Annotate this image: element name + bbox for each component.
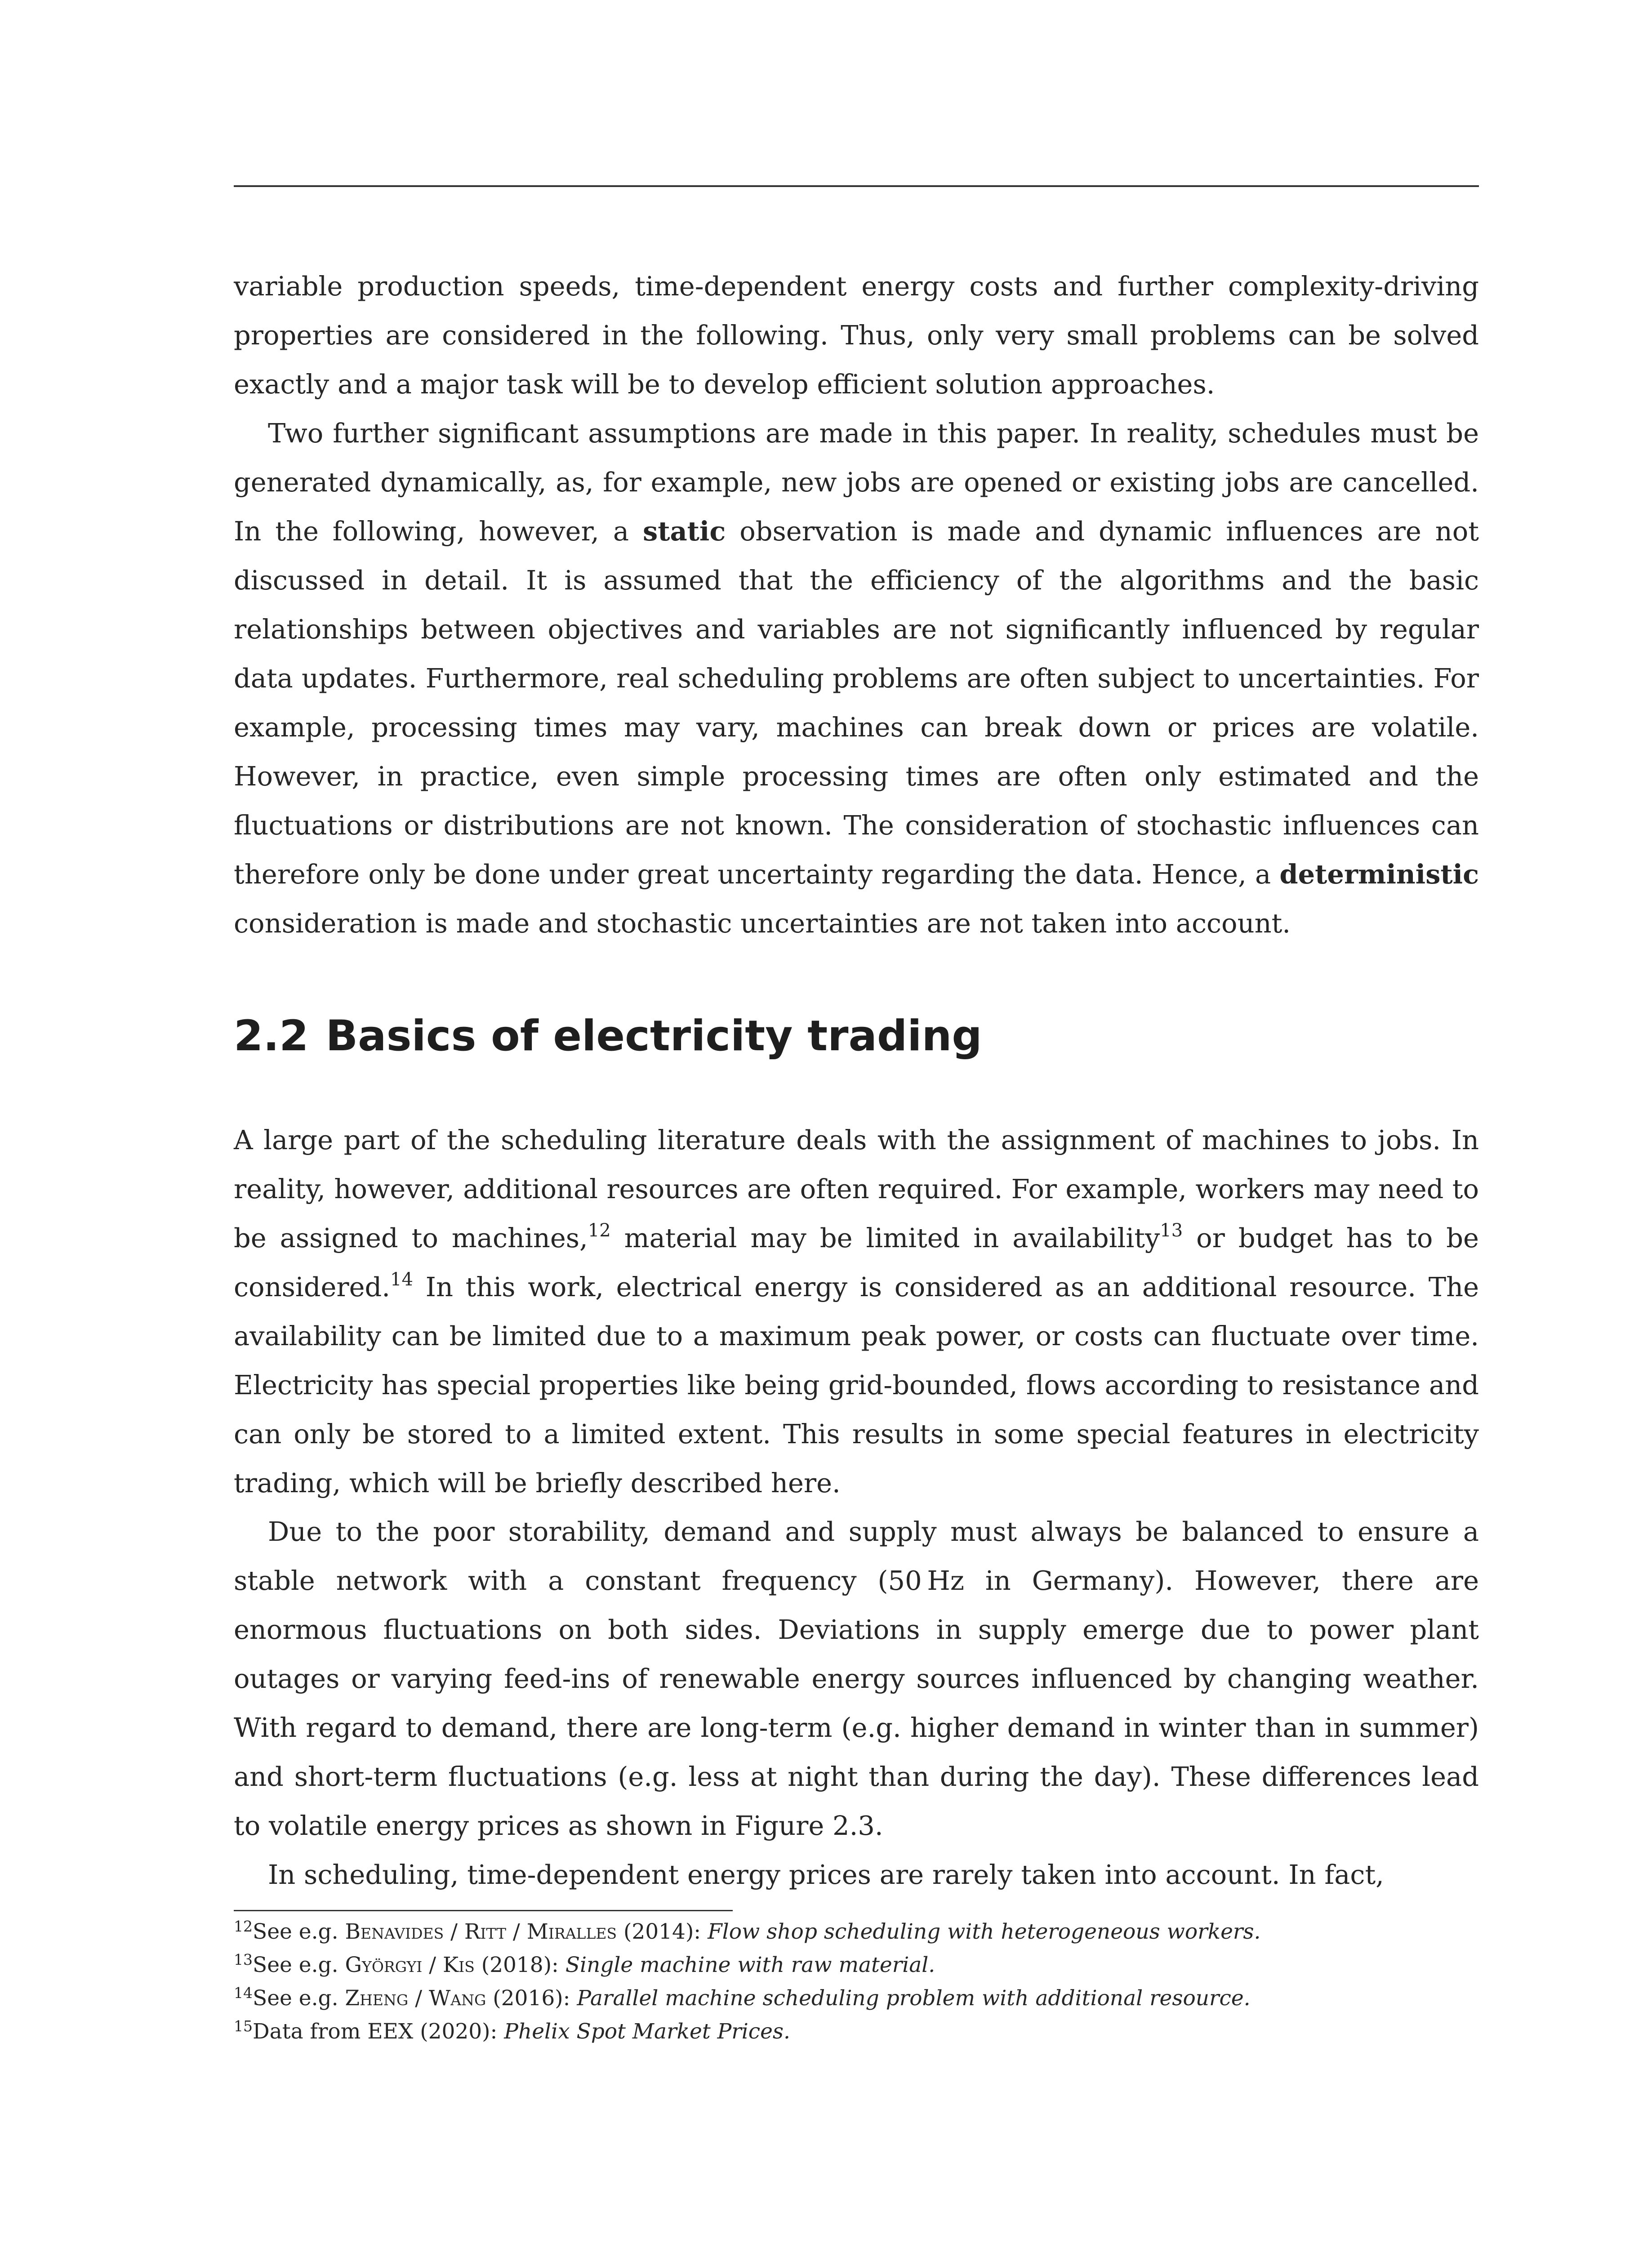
resources-text-3: or budget has to be considered. [234, 1222, 1479, 1302]
footnote-12 [234, 1915, 1479, 1949]
resources-text-4: In this work, electrical energy is considered as an additional resource. The availability can be limited due to a maximum peak power, or costs can fluctuate over time. Electricity has special properties like being grid-bounded, flows according to resistance and can only be stored to a limited extent. This results in some special features in electricity trading, which will be briefly described here. [234, 1271, 1479, 1499]
footnote-authors: Benavides / Ritt / Miralles [345, 1919, 617, 1944]
footnote-title: Phelix Spot Market Prices. [504, 2019, 790, 2044]
footnote-ref-14[interactable]: 14 [390, 1269, 413, 1290]
assumptions-text-1: Two further significant assumptions are made in this paper. In reality, schedules must be generated dynamically, as, for example, new jobs are opened or existing jobs are cancelled. In the following, however, a [234, 418, 1479, 547]
footnote-15 [234, 2015, 1479, 2048]
footnote-number: 15 [234, 2017, 253, 2035]
footnote-year: (2018): [474, 1953, 566, 1977]
footnote-prefix: See e.g. [253, 1953, 345, 1977]
paragraph-scheduling: In scheduling, time-dependent energy prices are rarely taken into account. In fact, [268, 1859, 1384, 1890]
assumptions-text-3: consideration is made and stochastic uncertainties are not taken into account. [234, 908, 1291, 939]
footnotes [234, 1915, 1479, 2048]
paragraph-assumptions [234, 409, 1479, 948]
resources-text-2: material may be limited in availability [610, 1222, 1160, 1253]
footnote-year: (2014): [617, 1919, 708, 1944]
header-rule [234, 185, 1479, 187]
footnote-ref-12[interactable]: 12 [588, 1220, 611, 1241]
footnote-number: 14 [234, 1984, 253, 2002]
footnote-prefix: See e.g. [253, 1919, 345, 1944]
footnote-year: (2016): [486, 1986, 577, 2011]
footnote-prefix: Data from [253, 2019, 368, 2044]
footnote-14 [234, 1982, 1479, 2015]
footnote-number: 13 [234, 1951, 253, 1968]
footnote-number: 12 [234, 1918, 253, 1935]
term-deterministic: deterministic [1279, 859, 1479, 890]
footnote-ref-13[interactable]: 13 [1160, 1220, 1183, 1241]
footnote-13 [234, 1949, 1479, 1982]
footnote-title: Single machine with raw material. [565, 1953, 935, 1977]
paragraph-storability: Due to the poor storability, demand and supply must always be balanced to ensure a stable network with a constant frequency (50 Hz in Germany). However, there are enormous fluctuations on both sides. Deviations in supply emerge due to power plant outages or varying feed-ins of renewable energy sources influenced by changing weather. With regard to demand, there are long-term (e.g. higher demand in winter than in summer) and short-term fluctuations (e.g. less at night than during the day). These differences lead to volatile energy prices as shown in Figure 2.3. [234, 1516, 1479, 1841]
footnote-authors: Zheng / Wang [345, 1986, 486, 2011]
footnote-authors: EEX [367, 2019, 414, 2044]
resources-text-1: A large part of the scheduling literature deals with the assignment of machines to jobs. In reality, however, additional resources are often required. For example, workers may need to be assigned to machines, [234, 1124, 1479, 1253]
footnote-rule [234, 1910, 733, 1911]
term-static: static [642, 516, 726, 547]
assumptions-text-2: observation is made and dynamic influences are not discussed in detail. It is assumed that the efficiency of the algorithms and the basic relationships between objectives and variables are not significantly influenced by regular data updates. Furthermore, real scheduling problems are often subject to uncertainties. For example, processing times may vary, machines can break down or prices are volatile. However, in practice, even simple processing times are often only estimated and the fluctuations or distributions are not known. The consideration of stochastic influences can therefore only be done under great uncertainty regarding the data. Hence, a [234, 516, 1479, 890]
footnote-year: (2020): [413, 2019, 504, 2044]
footnote-authors: Györgyi / Kis [345, 1953, 475, 1977]
section-number: 2.2 [234, 1012, 309, 1061]
paragraph-intro: variable production speeds, time-dependent energy costs and further complexity-driving properties are considered in the following. Thus, only very small problems can be solved exactly and a major task will be to develop efficient solution approaches. [234, 271, 1479, 400]
paragraph-resources [234, 1115, 1479, 1508]
section-title: Basics of electricity trading [325, 1012, 982, 1061]
footnote-title: Parallel machine scheduling problem with additional resource. [577, 1986, 1251, 2011]
section-heading [234, 1009, 982, 1063]
footnote-prefix: See e.g. [253, 1986, 345, 2011]
footnote-title: Flow shop scheduling with heterogeneous workers. [708, 1919, 1261, 1944]
